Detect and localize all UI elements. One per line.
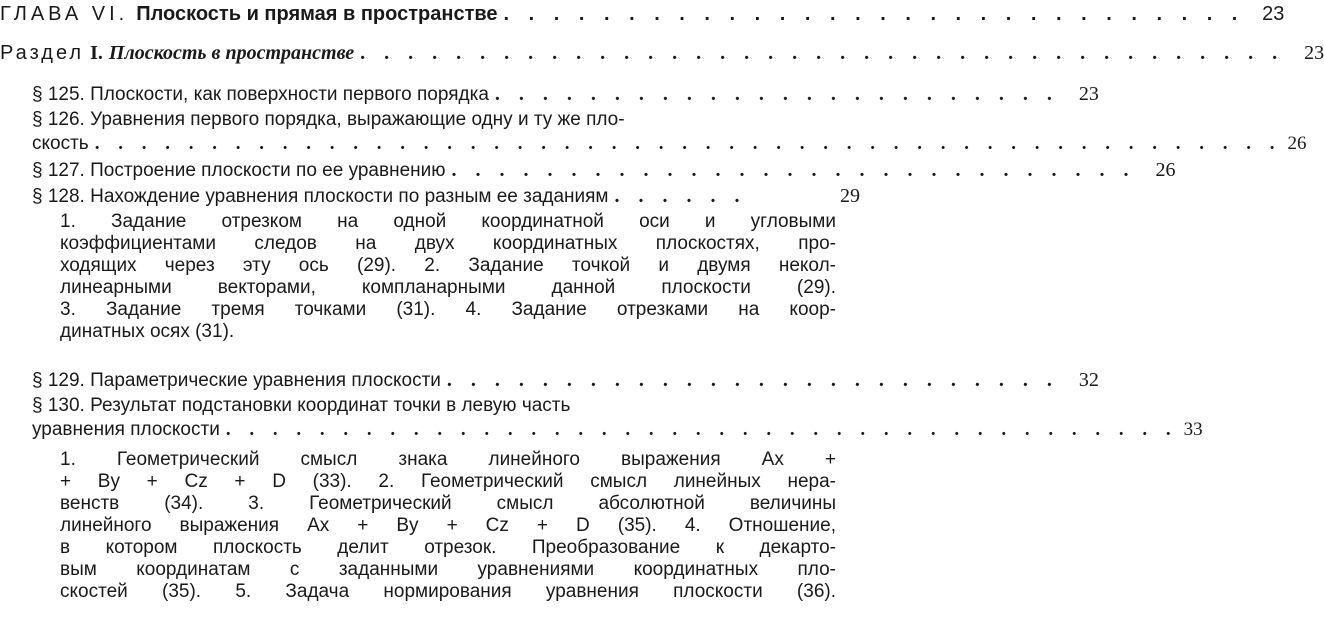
toc-entry-page: 23 xyxy=(1078,83,1099,105)
toc-entry-title: § 128. Нахождение уравнения плоскости по разным ее заданиям xyxy=(32,186,609,207)
dot-leader: . . . . . . . . . . . . . . . . . . . . . . . . . . xyxy=(446,369,1059,391)
toc-entry-title: § 127. Построение плоскости по ее уравнению xyxy=(32,160,446,181)
section-number: I. xyxy=(90,42,103,64)
subitem-line: линейного выражения Ax + By + Cz + D (35). 4. Отношение, xyxy=(60,515,836,536)
subitem-line: вым координатам с заданными уравнениями координатных пло- xyxy=(60,559,836,580)
subitem-line: коэффициентами следов на двух координатных плоскостях, про- xyxy=(60,233,836,254)
toc-entry xyxy=(32,394,1203,442)
toc-entry-title-line2: уравнения плоскости xyxy=(32,419,220,440)
subitem-line: динатных осях (31). xyxy=(60,321,235,342)
toc-entry-page: 26 xyxy=(1287,133,1307,154)
toc-subitems-128 xyxy=(60,211,836,343)
toc-entry-page: 26 xyxy=(1155,159,1176,181)
chapter-heading xyxy=(0,2,1285,26)
subitem-line: скостей (35). 5. Задача нормирования уравнения плоскости (36). xyxy=(60,581,836,602)
subitem-line: ходящих через эту ось (29). 2. Задание точкой и двумя некол- xyxy=(60,255,836,276)
toc-entry xyxy=(32,108,1307,156)
section-heading xyxy=(0,41,1324,65)
subitem-line: в котором плоскость делит отрезок. Преобразование к декарто- xyxy=(60,537,836,558)
toc-entry-title: § 125. Плоскости, как поверхности первого порядка xyxy=(32,84,489,105)
toc-entry-page: 32 xyxy=(1078,369,1099,391)
toc-entry xyxy=(32,368,1099,393)
toc-subitems-130 xyxy=(60,449,836,603)
chapter-title: Плоскость и прямая в пространстве xyxy=(136,3,498,25)
section-title: Плоскость в пространстве xyxy=(108,42,355,64)
toc-entry xyxy=(32,184,860,209)
dot-leader: . . . . . . . . . . . . . . . . . . . . . . . . . . . . . . . . . . . . . . . . . . . . . . . . . . . xyxy=(94,133,1282,154)
toc-entry-title: § 129. Параметрические уравнения плоскости xyxy=(32,370,441,391)
section-label: Раздел xyxy=(0,42,85,64)
dot-leader: . . . . . . . . . . . . . . . . . . . . . . . . xyxy=(494,83,1059,105)
toc-entry-title-line1: § 130. Результат подстановки координат точки в левую часть xyxy=(32,395,571,416)
subitem-line: венств (34). 3. Геометрический смысл абсолютной величины xyxy=(60,493,836,514)
toc-entry-page: 33 xyxy=(1183,419,1203,440)
dot-leader: . . . . . . xyxy=(614,185,747,207)
toc-entry-title-line1: § 126. Уравнения первого порядка, выражающие одну и ту же пло- xyxy=(32,109,625,130)
subitem-line: + By + Cz + D (33). 2. Геометрический смысл линейных нера- xyxy=(60,471,836,492)
dot-leader: . . . . . . . . . . . . . . . . . . . . . . . . . . . . . . . . . . . . . . . xyxy=(360,42,1285,64)
toc-entry-title-line2: скость xyxy=(32,133,89,154)
chapter-label: ГЛАВА VI. xyxy=(0,3,129,25)
subitem-line: линеарными векторами, компланарными данной плоскости (29). xyxy=(60,277,836,298)
dot-leader: . . . . . . . . . . . . . . . . . . . . . . . . . . . . . . . . . . . . . . . . . xyxy=(225,419,1178,440)
subitem-line: 1. Задание отрезком на одной координатной оси и угловыми xyxy=(60,211,836,232)
chapter-page-number: 23 xyxy=(1262,3,1285,25)
toc-entry-page: 29 xyxy=(840,185,860,207)
toc-entry xyxy=(32,158,1176,183)
subitem-line: 1. Геометрический смысл знака линейного выражения Ax + xyxy=(60,449,836,470)
section-page-number: 23 xyxy=(1304,42,1324,64)
toc-entry xyxy=(32,82,1099,107)
dot-leader: . . . . . . . . . . . . . . . . . . . . . . . . . . . . . . xyxy=(503,3,1245,25)
dot-leader: . . . . . . . . . . . . . . . . . . . . . . . . . . . . . xyxy=(451,159,1136,181)
subitem-line: 3. Задание тремя точками (31). 4. Задание отрезками на коор- xyxy=(60,299,836,320)
